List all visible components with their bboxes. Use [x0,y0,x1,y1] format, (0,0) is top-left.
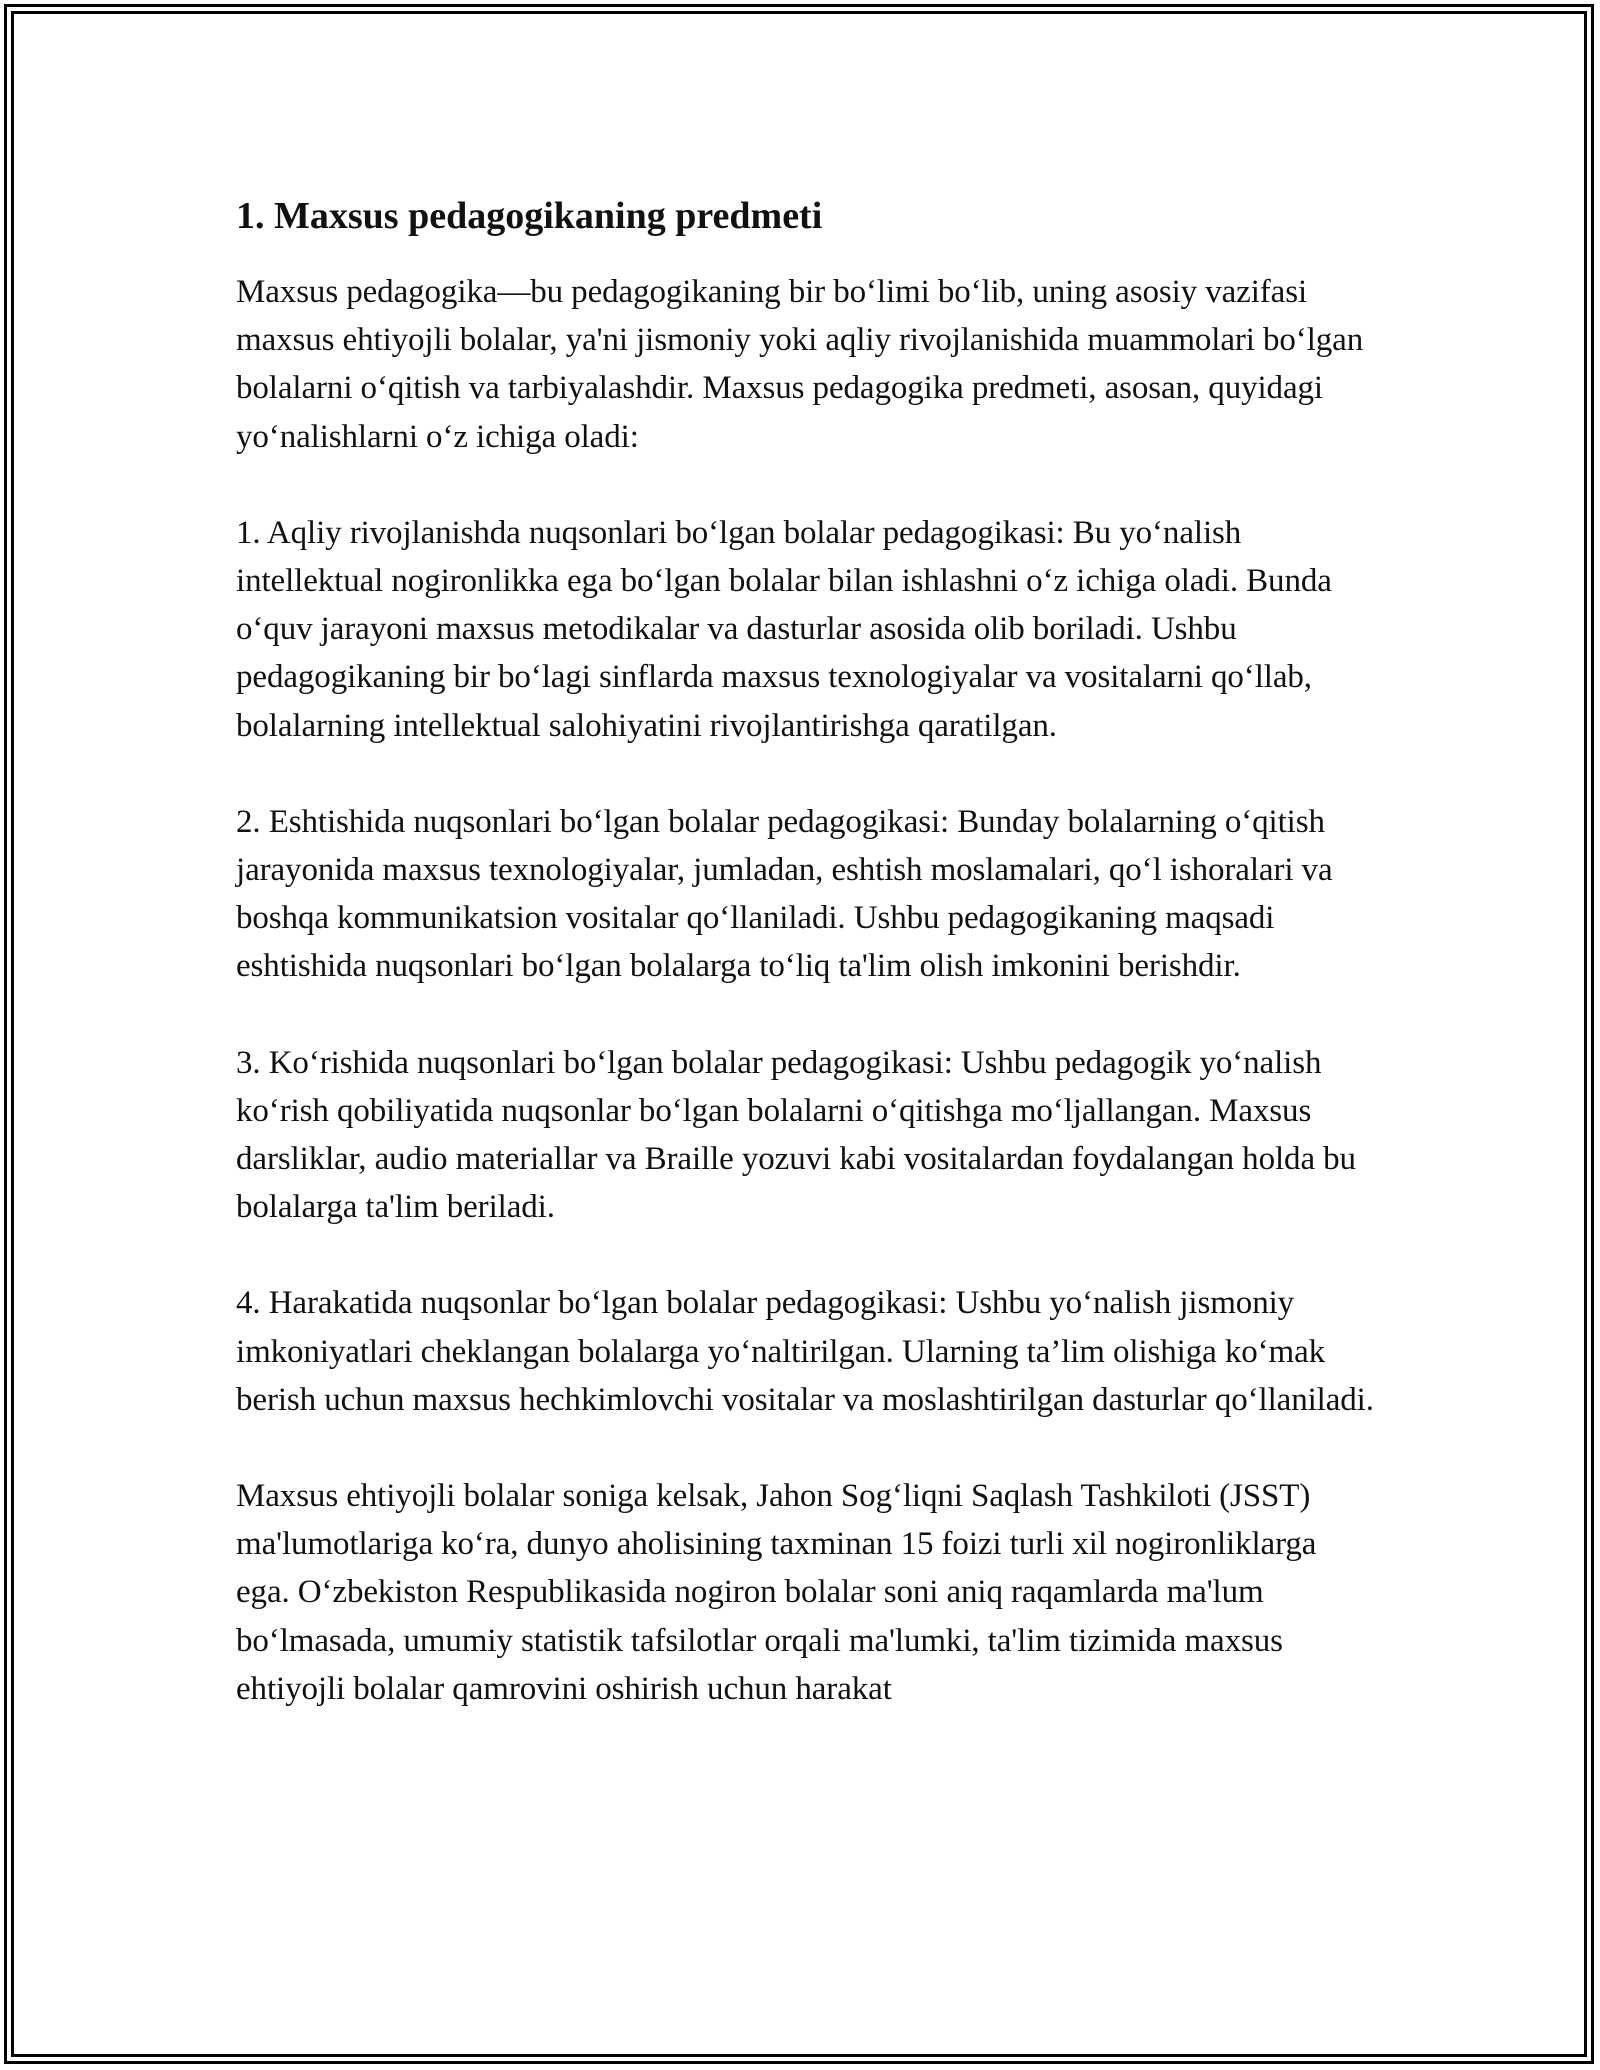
statistics-paragraph: Maxsus ehtiyojli bolalar soniga kelsak, Jahon Sog‘liqni Saqlash Tashkiloti (JSST) ma'lumotlariga ko‘ra, dunyo aholisining taxminan 15 foizi turli xil nogironliklarga ega. O‘zbekiston Respublikasida nogiron bolalar soni aniq raqamlarda ma'lum bo‘lmasada, umumiy statistik tafsilotlar orqali ma'lumki, ta'lim tizimida maxsus ehtiyojli bolalar qamrovini oshirish uchun harakat [236,1478,1317,1707]
document-body [236,182,1376,1713]
list-item-4-paragraph: 4. Harakatida nuqsonlar bo‘lgan bolalar pedagogikasi: Ushbu yo‘nalish jismoniy imkoniyatlari cheklangan bolalarga yo‘naltirilgan. Ularning ta’lim olishiga ko‘mak berish uchun maxsus hechkimlovchi vositalar va moslashtirilgan dasturlar qo‘llaniladi. [236,1285,1374,1418]
intro-paragraph: Maxsus pedagogika—bu pedagogikaning bir bo‘limi bo‘lib, uning asosiy vazifasi maxsus ehtiyojli bolalar, ya'ni jismoniy yoki aqliy rivojlanishida muammolari bo‘lgan bolalarni o‘qitish va tarbiyalashdir. Maxsus pedagogika predmeti, asosan, quyidagi yo‘nalishlarni o‘z ichiga oladi: [236,274,1364,455]
list-item-1-paragraph: 1. Aqliy rivojlanishda nuqsonlari bo‘lgan bolalar pedagogikasi: Bu yo‘nalish intellektual nogironlikka ega bo‘lgan bolalar bilan ishlashni o‘z ichiga oladi. Bunda o‘quv jarayoni maxsus metodikalar va dasturlar asosida olib boriladi. Ushbu pedagogikaning bir bo‘lagi sinflarda maxsus texnologiyalar va vositalarni qo‘llab, bolalarning intellektual salohiyatini rivojlantirishga qaratilgan. [236,514,1332,744]
section-title: 1. Maxsus pedagogikaning predmeti [236,195,823,237]
list-item-2-paragraph: 2. Eshtishida nuqsonlari bo‘lgan bolalar pedagogikasi: Bunday bolalarning o‘qitish jarayonida maxsus texnologiyalar, jumladan, eshtish moslamalari, qo‘l ishoralari va boshqa kommunikatsion vositalar qo‘llaniladi. Ushbu pedagogikaning maqsadi eshtishida nuqsonlari bo‘lgan bolalarga to‘liq ta'lim olish imkonini berishdir. [236,803,1333,985]
list-item-3-paragraph: 3. Ko‘rishida nuqsonlari bo‘lgan bolalar pedagogikasi: Ushbu pedagogik yo‘nalish ko‘rish qobiliyatida nuqsonlar bo‘lgan bolalarni o‘qitishga mo‘ljallangan. Maxsus darsliklar, audio materiallar va Braille yozuvi kabi vositalardan foydalangan holda bu bolalarga ta'lim beriladi. [236,1044,1356,1226]
